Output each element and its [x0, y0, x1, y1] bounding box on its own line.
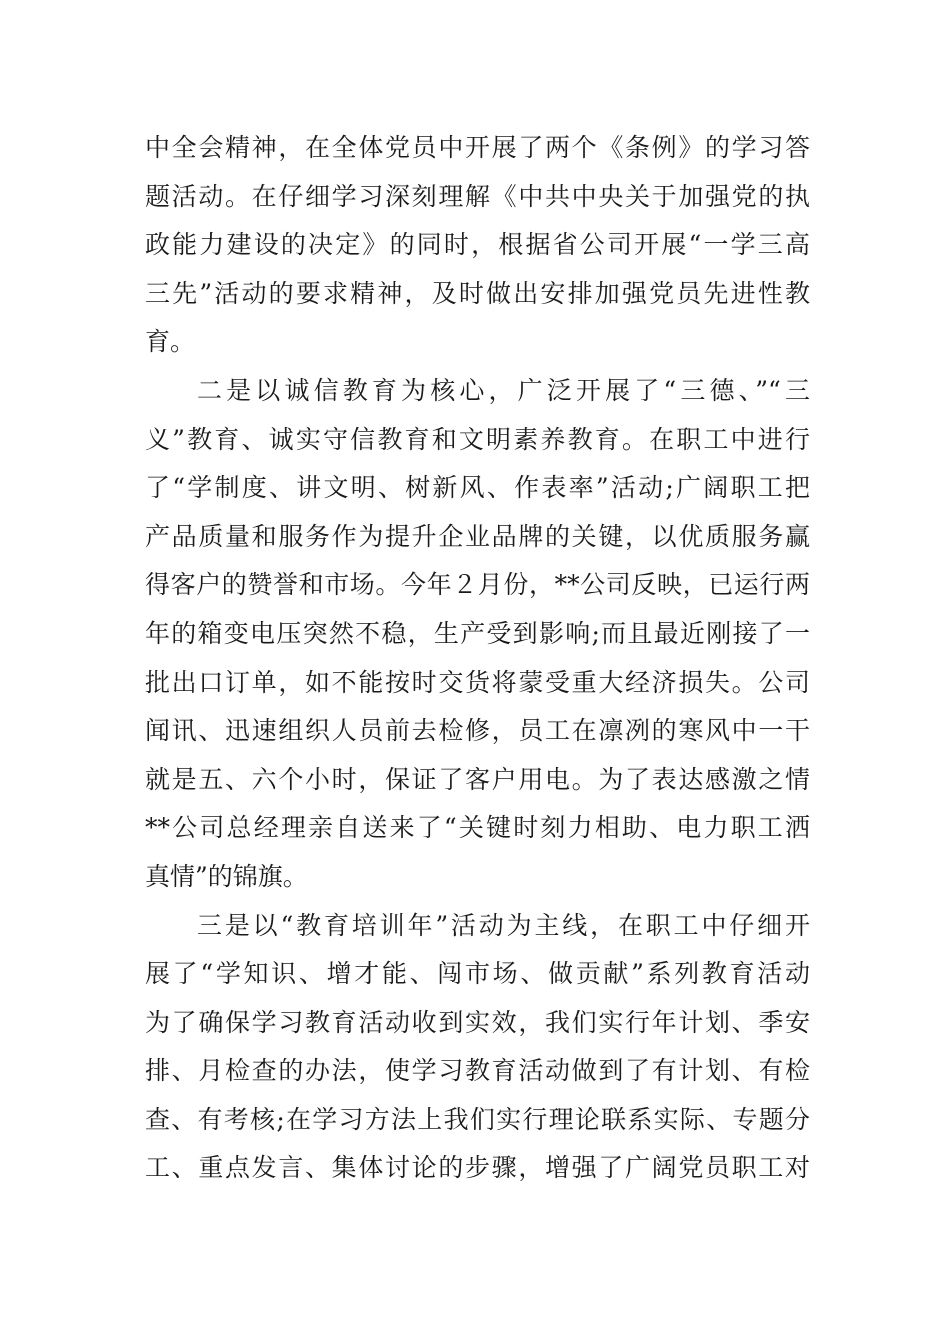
text-line: 批出口订单，如不能按时交货将蒙受重大经济损失。公司 — [145, 667, 810, 697]
text-line: 政能力建设的决定》的同时，根据省公司开展“一学三高 — [145, 230, 810, 260]
text-line: 育。 — [145, 327, 196, 357]
text-line: 三先”活动的要求精神，及时做出安排加强党员先进性教 — [145, 278, 810, 308]
text-line: **公司总经理亲自送来了“关键时刻力相助、电力职工洒 — [145, 813, 810, 843]
text-line: 三是以“教育培训年”活动为主线，在职工中仔细开 — [197, 910, 810, 940]
text-line: 了“学制度、讲文明、树新风、作表率”活动;广阔职工把 — [145, 473, 810, 503]
text-line: 查、有考核;在学习方法上我们实行理论联系实际、专题分 — [145, 1104, 810, 1134]
text-line: 义”教育、诚实守信教育和文明素养教育。在职工中进行 — [145, 424, 810, 454]
text-line: 工、重点发言、集体讨论的步骤，增强了广阔党员职工对 — [145, 1153, 810, 1183]
text-line: 中全会精神，在全体党员中开展了两个《条例》的学习答 — [145, 133, 810, 162]
text-line: 为了确保学习教育活动收到实效，我们实行年计划、季安 — [145, 1007, 810, 1037]
text-line: 就是五、六个小时，保证了客户用电。为了表达感激之情 — [145, 764, 810, 794]
text-line: 展了“学知识、增才能、闯市场、做贡献”系列教育活动 — [145, 959, 810, 989]
text-line: 闻讯、迅速组织人员前去检修，员工在凛冽的寒风中一干 — [145, 716, 810, 746]
body-text — [145, 124, 810, 1193]
text-line: 产品质量和服务作为提升企业品牌的关键，以优质服务赢 — [145, 521, 810, 551]
text-line: 年的箱变电压突然不稳，生产受到影响;而且最近刚接了一 — [145, 618, 810, 648]
text-line: 得客户的赞誉和市场。今年２月份，**公司反映，已运行两 — [145, 570, 810, 600]
text-line: 真情”的锦旗。 — [145, 861, 308, 891]
text-line: 题活动。在仔细学习深刻理解《中共中央关于加强党的执 — [145, 181, 810, 211]
text-line: 排、月检查的办法，使学习教育活动做到了有计划、有检 — [145, 1056, 810, 1086]
text-line: 二是以诚信教育为核心，广泛开展了“三德、”“三 — [197, 375, 810, 405]
